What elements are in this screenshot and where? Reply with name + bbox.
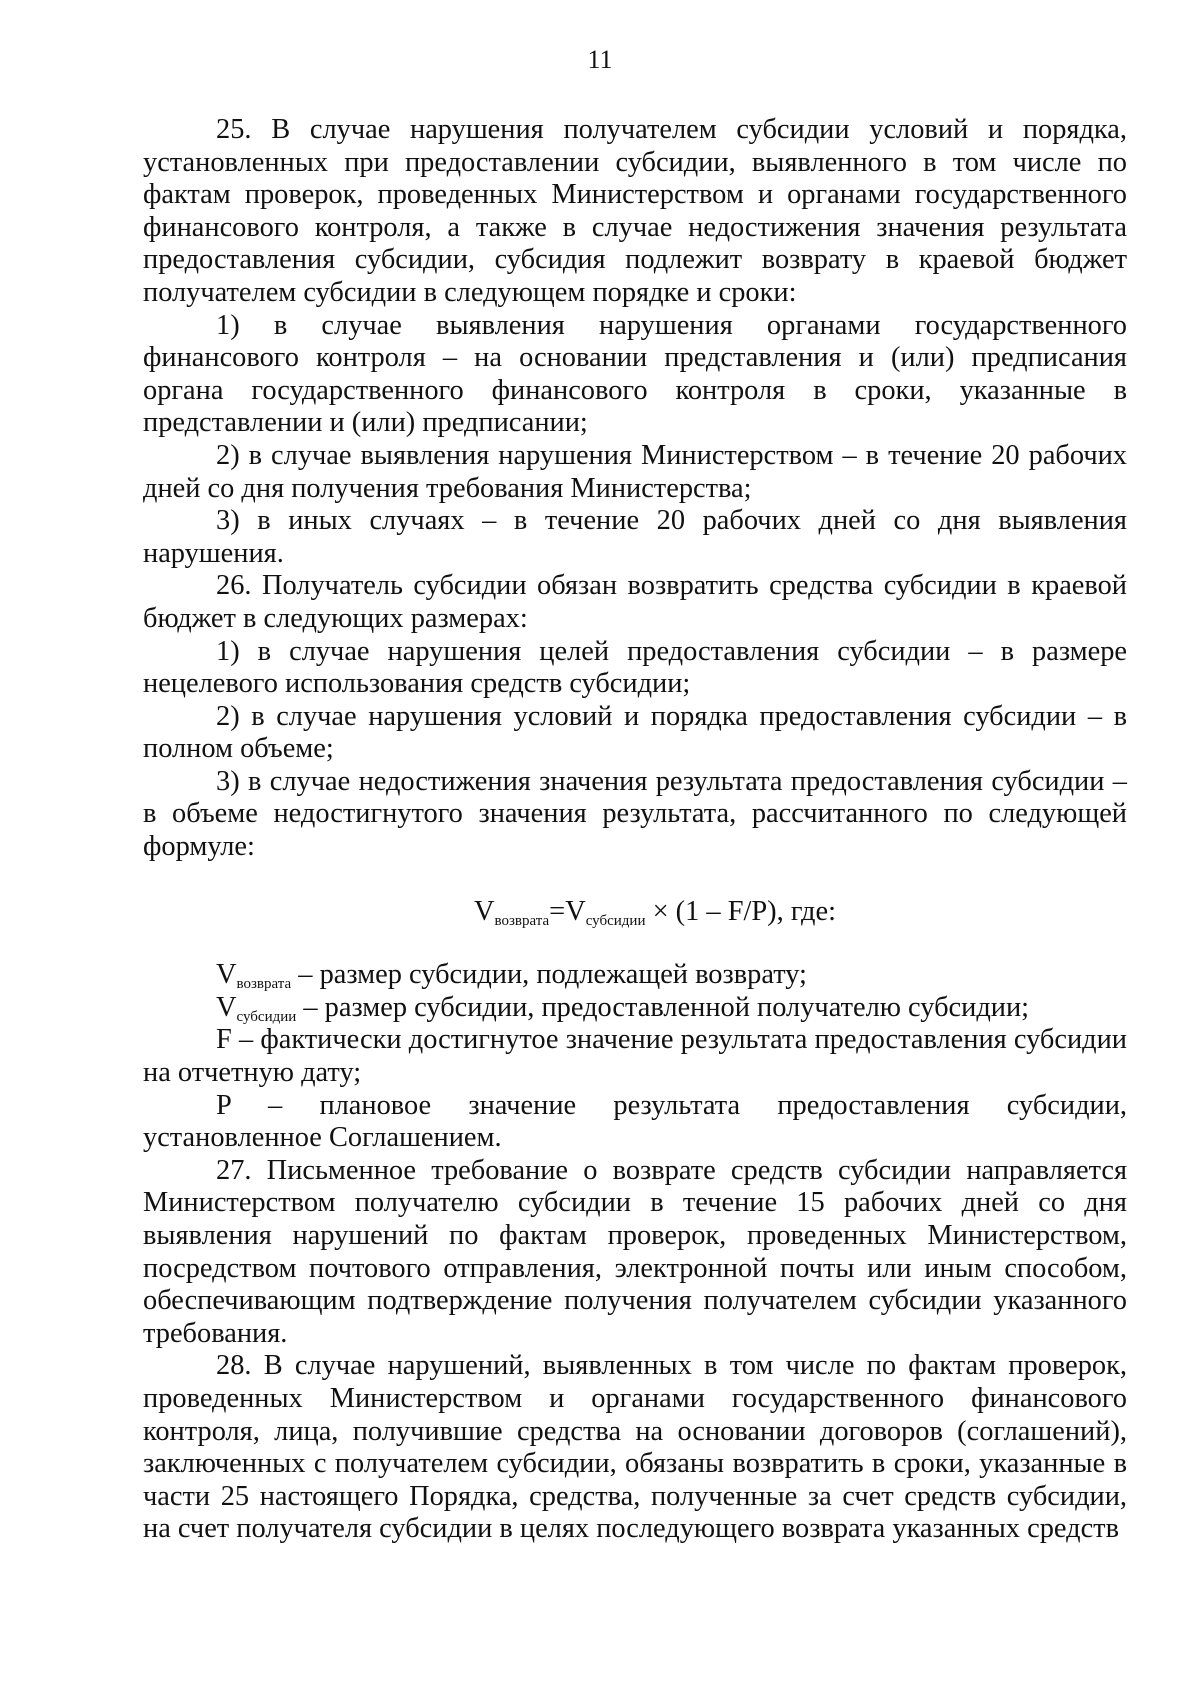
- paragraph-26-item-2: 2) в случае нарушения условий и порядка предоставления субсидии – в полном объеме;: [143, 700, 1127, 765]
- definition-v-subsidy-text: – размер субсидии, предоставленной получателю субсидии;: [296, 991, 1030, 1023]
- formula-v-subsidy-symbol: V: [565, 895, 586, 927]
- document-body: [143, 114, 1127, 1546]
- definition-v-return-text: – размер субсидии, подлежащей возврату;: [291, 959, 807, 991]
- definition-f: F – фактически достигнутое значение результата предоставления субсидии на отчетную дату;: [143, 1024, 1127, 1089]
- paragraph-27: 27. Письменное требование о возврате средств субсидии направляется Министерством получателю субсидии в течение 15 рабочих дней со дня выявления нарушений по фактам проверок, проведенных Министерством, посредством почтового отправления, электронной почты или иным способом, обеспечивающим подтверждение получения получателем субсидии указанного требования.: [143, 1154, 1127, 1349]
- definition-v-subsidy: [143, 992, 1127, 1025]
- paragraph-25-item-3: 3) в иных случаях – в течение 20 рабочих дней со дня выявления нарушения.: [143, 505, 1127, 569]
- formula-v-return-subscript: возврата: [494, 912, 550, 929]
- definition-v-subsidy-symbol: V: [216, 991, 237, 1023]
- definition-v-return-subscript: возврата: [236, 976, 292, 993]
- formula-equals: =: [549, 895, 566, 927]
- paragraph-26: 26. Получатель субсидии обязан возвратить средства субсидии в краевой бюджет в следующих размерах:: [143, 570, 1127, 634]
- paragraph-25-item-2: 2) в случае выявления нарушения Министерством – в течение 20 рабочих дней со дня получения требования Министерства;: [143, 439, 1127, 504]
- return-formula: [143, 896, 1127, 929]
- formula-v-subsidy-subscript: субсидии: [585, 912, 646, 929]
- definition-v-return: [143, 959, 1127, 992]
- formula-v-return-symbol: V: [474, 895, 495, 927]
- paragraph-25-item-1: 1) в случае выявления нарушения органами государственного финансового контроля – на основании представления и (или) предписания органа государственного финансового контроля в сроки, указанные в представлении и (или) предписании;: [143, 309, 1127, 439]
- definition-v-return-symbol: V: [216, 959, 237, 991]
- page-number: 11: [587, 45, 613, 74]
- formula-rest: × (1 – F/P), где:: [645, 895, 836, 927]
- definition-p: P – плановое значение результата предоставления субсидии, установленное Соглашением.: [143, 1089, 1127, 1154]
- paragraph-26-item-1: 1) в случае нарушения целей предоставления субсидии – в размере нецелевого использования средств субсидии;: [143, 635, 1127, 700]
- paragraph-26-item-3: 3) в случае недостижения значения результата предоставления субсидии – в объеме недостигнутого значения результата, рассчитанного по следующей формуле:: [143, 765, 1127, 863]
- definition-v-subsidy-subscript: субсидии: [236, 1008, 297, 1025]
- paragraph-28: 28. В случае нарушений, выявленных в том числе по фактам проверок, проведенных Министерством и органами государственного финансового контроля, лица, получившие средства на основании договоров (соглашений), заключенных с получателем субсидии, обязаны возвратить в сроки, указанные в части 25 настоящего Порядка, средства, полученные за счет средств субсидии, на счет получателя субсидии в целях последующего возврата указанных средств: [143, 1350, 1127, 1545]
- paragraph-25: 25. В случае нарушения получателем субсидии условий и порядка, установленных при предоставлении субсидии, выявленного в том числе по фактам проверок, проведенных Министерством и органами государственного финансового контроля, а также в случае недостижения значения результата предоставления субсидии, субсидия подлежит возврату в краевой бюджет получателем субсидии в следующем порядке и сроки:: [143, 114, 1127, 308]
